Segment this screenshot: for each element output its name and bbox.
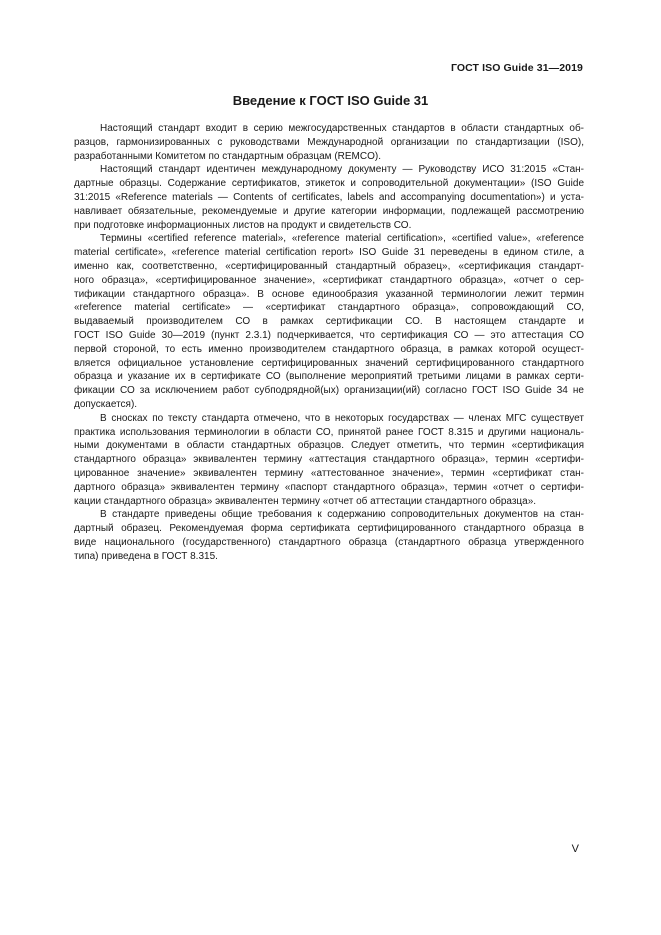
text-line: ного образца», «сертифицированное значение», «сертификат стандартного образца», «отчет о сер- [74,274,584,286]
section-title: Введение к ГОСТ ISO Guide 31 [232,93,429,108]
text-line: тификации стандартного образца». В основе единообразия указанной терминологии лежит термин [74,288,584,300]
text-line: практика использования терминологии в области СО, принятой ранее ГОСТ 8.315 и другими националь- [74,426,584,438]
text-line: образца и указание их в сертификате СО (выполнение мероприятий третьими лицами в рамках серти- [74,371,584,383]
body-text [74,122,584,564]
text-line: 31:2015 «Reference materials — Contents of certificates, labels and accompanying documentation») и уста- [74,191,584,203]
text-line: кации стандартного образца» эквивалентен термину «отчет об аттестации стандартного образца». [74,495,537,507]
text-line: стандартного образца» эквивалентен термину «аттестация стандартного образца», термин «сертифи- [74,454,584,466]
text-line: Термины «certified reference material», «reference material certification», «certified value», «reference [100,233,584,245]
text-line: ными документами в области стандартных образцов. Следует отметить, что термин «сертификация [74,440,584,452]
paragraph [74,163,584,232]
text-line: дартного образца» эквивалентен термину «паспорт стандартного образца», термин «отчет о сертифи- [74,481,584,493]
paragraph [74,232,584,411]
text-line: дартные образцы. Содержание сертификатов, этикеток и сопроводительной документации» (ISO Guide [74,178,584,190]
text-line: именно как, соответственно, «сертифицированный стандартный образец», «сертификация стандарт- [74,260,584,272]
paragraph [74,122,584,163]
text-line: первой стороной, то есть именно производителем стандартного образца, в рамках которой осущест- [74,343,584,355]
paragraph [74,412,584,509]
text-line: Настоящий стандарт входит в серию межгосударственных стандартов в области стандартных об- [100,123,584,134]
text-line: при подготовке информационных листов на продукт и свидетельств СО. [74,219,412,231]
page-number: V [571,843,579,855]
text-line: выдаваемый производителем СО в рамках сертификации СО. В настоящем стандарте и [74,316,584,328]
text-line: ГОСТ ISO Guide 30—2019 (пункт 2.3.1) подчеркивается, что сертификация СО — это аттестация СО [74,329,584,341]
text-line: «reference material certificate» — «сертификат стандартного образца», сопровождающий СО, [74,302,584,314]
text-line: material certificate», «reference material certification report» ISO Guide 31 переведены в едином стиле, а [74,247,584,259]
paragraph [74,508,584,563]
text-line: навливает обязательные, рекомендуемые и другие категории информации, подлежащей рассмотрению [74,205,584,217]
text-line: вляется официальное установление сертифицированных значений сертифицированного стандартного [74,357,584,369]
running-header: ГОСТ ISO Guide 31—2019 [450,62,583,74]
text-line: виде национального (государственного) стандартного образца (стандартного образца утвержденного [74,536,584,548]
text-line: типа) приведена в ГОСТ 8.315. [74,550,218,562]
text-line: дартный образец. Рекомендуемая форма сертификата сертифицированного стандартного образца в [74,523,584,535]
text-line: фикации СО за исключением работ субподрядной(ых) организации(ий) согласно ГОСТ ISO Guide 34 не [74,385,584,397]
text-line: В сносках по тексту стандарта отмечено, что в некоторых государствах — членах МГС существует [100,412,584,424]
text-line: цированное значение» эквивалентен термину «аттестованное значение», термин «сертификат стан- [74,467,584,479]
text-line: Настоящий стандарт идентичен международному документу — Руководству ИСО 31:2015 «Стан- [100,164,584,176]
text-line: допускается). [74,398,138,410]
text-line: разцов, гармонизированных с руководствами Международной организации по стандартизации (ISO), [74,136,584,148]
text-line: разработанными Комитетом по стандартным образцам (REMCO). [74,150,381,162]
text-line: В стандарте приведены общие требования к содержанию сопроводительных документов на стан- [100,509,584,521]
